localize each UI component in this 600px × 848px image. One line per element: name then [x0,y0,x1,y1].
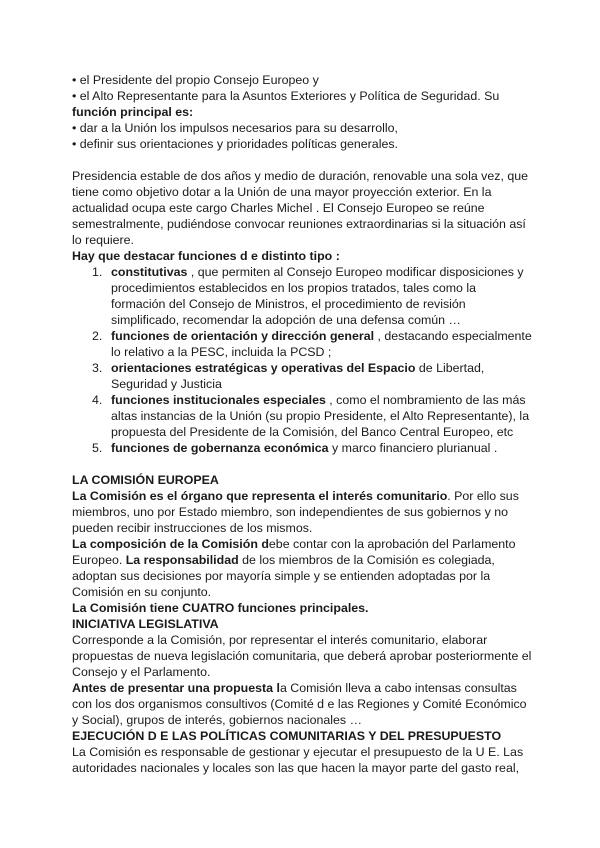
list-item-bold: orientaciones estratégicas y operativas del Espacio [111,361,416,375]
list-item-text: , que permiten al Consejo Europeo modificar disposiciones y procedimientos establecidos en los propios tratados, tales como la formación del Consejo de Ministros, el procedimiento de revisión simplificado, recomendar la adopción de una defensa común … [111,265,524,327]
list-item-text: , destacando especialmente lo relativo a la PESC, incluida la PCSD ; [111,329,532,359]
composicion-paragraph [72,536,532,600]
composicion-text: ebe contar con la aprobación del Parlamento Europeo. [72,537,516,567]
list-item-text: de Libertad, Seguridad y Justicia [111,361,485,391]
antes-text: a Comisión lleva a cabo intensas consultas con los dos organismos consultivos (Comité d e las Regiones y Comité Económico y Social), grupos de interés, gobiernos nacionales … [72,681,527,727]
list-number: 3. [92,361,103,375]
intro-bullet-presidente: • el Presidente del propio Consejo Europeo y [72,73,319,87]
list-item [72,360,532,392]
comision-paragraph [72,488,532,536]
cuatro-funciones-heading: La Comisión tiene CUATRO funciones principales. [72,601,369,615]
funcion-bullet-impulsos: • dar a la Unión los impulsos necesarios para su desarrollo, [72,121,398,135]
list-item [72,328,532,360]
iniciativa-title: INICIATIVA LEGISLATIVA [72,617,219,631]
list-number: 4. [92,393,103,407]
list-item-bold: funciones de orientación y dirección general [111,329,378,343]
funciones-list [72,264,532,456]
list-item [72,392,532,440]
list-item [72,264,532,328]
list-item-bold: constitutivas [111,265,188,279]
composicion-bold: La composición de la Comisión d [72,537,269,551]
list-number: 2. [92,329,103,343]
comision-title: LA COMISIÓN EUROPEA [72,473,219,487]
comision-p1-text: . Por ello sus miembros, uno por Estado miembro, son independientes de sus gobiernos y no pueden recibir instrucciones de los mismos. [72,489,519,535]
list-number: 1. [92,265,103,279]
document-body [72,72,532,776]
list-item-bold: funciones de gobernanza económica [111,441,329,455]
funcion-bullet-orientaciones: • definir sus orientaciones y prioridades políticas generales. [72,137,398,151]
intro-bullet-alto-representante: • el Alto Representante para la Asuntos Exteriores y Política de Seguridad. Su [72,89,500,103]
list-item-bold: funciones institucionales especiales [111,393,330,407]
responsabilidad-text: de los miembros de la Comisión es colegiada, adoptan sus decisiones por mayoría simple y se entienden adoptadas por la Comisión en su conjunto. [72,553,495,599]
antes-bold: Antes de presentar una propuesta l [72,681,280,695]
list-item-text: , como el nombramiento de las más altas instancias de la Unión (su propio Presidente, el Alto Representante), la propuesta del Presidente de la Comisión, del Banco Central Europeo, etc [111,393,530,439]
list-item [72,440,532,456]
comision-p1-bold: La Comisión es el órgano que representa el interés comunitario [72,489,448,503]
antes-paragraph [72,680,532,728]
funcion-principal-label: función principal es: [72,105,194,119]
presidencia-paragraph: Presidencia estable de dos años y medio de duración, renovable una sola vez, que tiene como objetivo dotar a la Unión de una mayor proyección exterior. En la actualidad ocupa este cargo Charles Michel . El Consejo Europeo se reúne semestralmente, pudiéndose convocar reuniones extraordinarias si la situación así lo requiere. [72,169,528,247]
list-item-text: y marco financiero plurianual . [328,441,498,455]
responsabilidad-bold: La responsabilidad [125,553,239,567]
list-number: 5. [92,441,103,455]
ejecucion-paragraph: La Comisión es responsable de gestionar y ejecutar el presupuesto de la U E. Las autoridades nacionales y locales son las que hacen la mayor parte del gasto real, [72,745,524,775]
funciones-heading: Hay que destacar funciones d e distinto tipo : [72,249,340,263]
ejecucion-title: EJECUCIÓN D E LAS POLÍTICAS COMUNITARIAS Y DEL PRESUPUESTO [72,729,502,743]
iniciativa-paragraph: Corresponde a la Comisión, por representar el interés comunitario, elaborar propuestas de nueva legislación comunitaria, que deberá aprobar posteriormente el Consejo y el Parlamento. [72,633,532,679]
